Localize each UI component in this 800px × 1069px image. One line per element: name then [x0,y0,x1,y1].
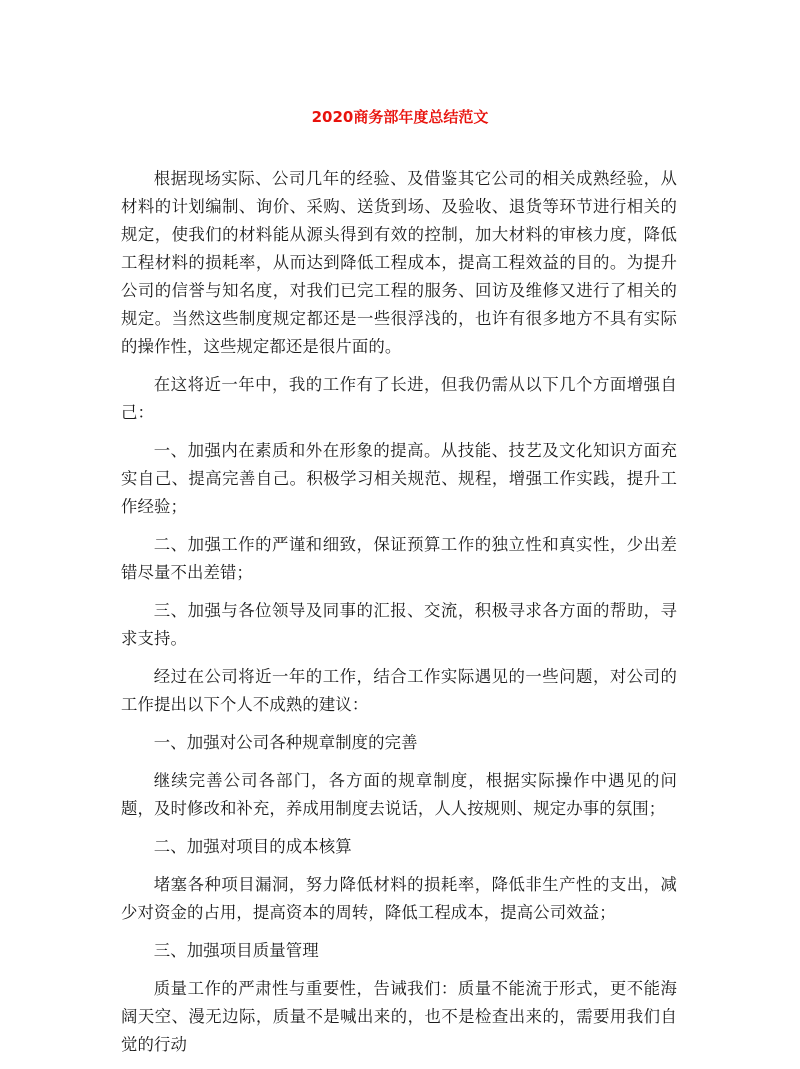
paragraph: 堵塞各种项目漏洞，努力降低材料的损耗率，降低非生产性的支出，减少对资金的占用，提高资本的周转，降低工程成本，提高公司效益； [121,875,677,922]
paragraph: 根据现场实际、公司几年的经验、及借鉴其它公司的相关成熟经验，从材料的计划编制、询价、采购、送货到场、及验收、退货等环节进行相关的规定，使我们的材料能从源头得到有效的控制，加大材料的审核力度，降低工程材料的损耗率，从而达到降低工程成本，提高工程效益的目的。为提升公司的信誉与知名度，对我们已完工程的服务、回访及维修又进行了相关的规定。当然这些制度规定都还是一些很浮浅的，也许有很多地方不具有实际的操作性，这些规定都还是很片面的。 [121,169,677,356]
paragraph: 经过在公司将近一年的工作，结合工作实际遇见的一些问题，对公司的工作提出以下个人不成熟的建议： [121,667,677,714]
paragraph: 一、加强内在素质和外在形象的提高。从技能、技艺及文化知识方面充实自己、提高完善自己。积极学习相关规范、规程，增强工作实践，提升工作经验； [121,441,677,516]
document-body [121,165,677,1069]
paragraph: 在这将近一年中，我的工作有了长进，但我仍需从以下几个方面增强自己： [121,375,677,422]
paragraph: 质量工作的严肃性与重要性，告诫我们：质量不能流于形式，更不能海阔天空、漫无边际，质量不是喊出来的，也不是检查出来的，需要用我们自觉的行动 [121,979,677,1054]
paragraph: 二、加强工作的严谨和细致，保证预算工作的独立性和真实性，少出差错尽量不出差错； [121,535,677,582]
section-heading: 三、加强项目质量管理 [153,941,319,960]
section-heading: 二、加强对项目的成本核算 [153,837,352,856]
paragraph: 继续完善公司各部门，各方面的规章制度，根据实际操作中遇见的问题，及时修改和补充，养成用制度去说话，人人按规则、规定办事的氛围； [121,771,677,818]
document-title: 2020商务部年度总结范文 [311,108,489,126]
paragraph: 三、加强与各位领导及同事的汇报、交流，积极寻求各方面的帮助，寻求支持。 [121,601,677,648]
section-heading: 一、加强对公司各种规章制度的完善 [153,733,418,752]
